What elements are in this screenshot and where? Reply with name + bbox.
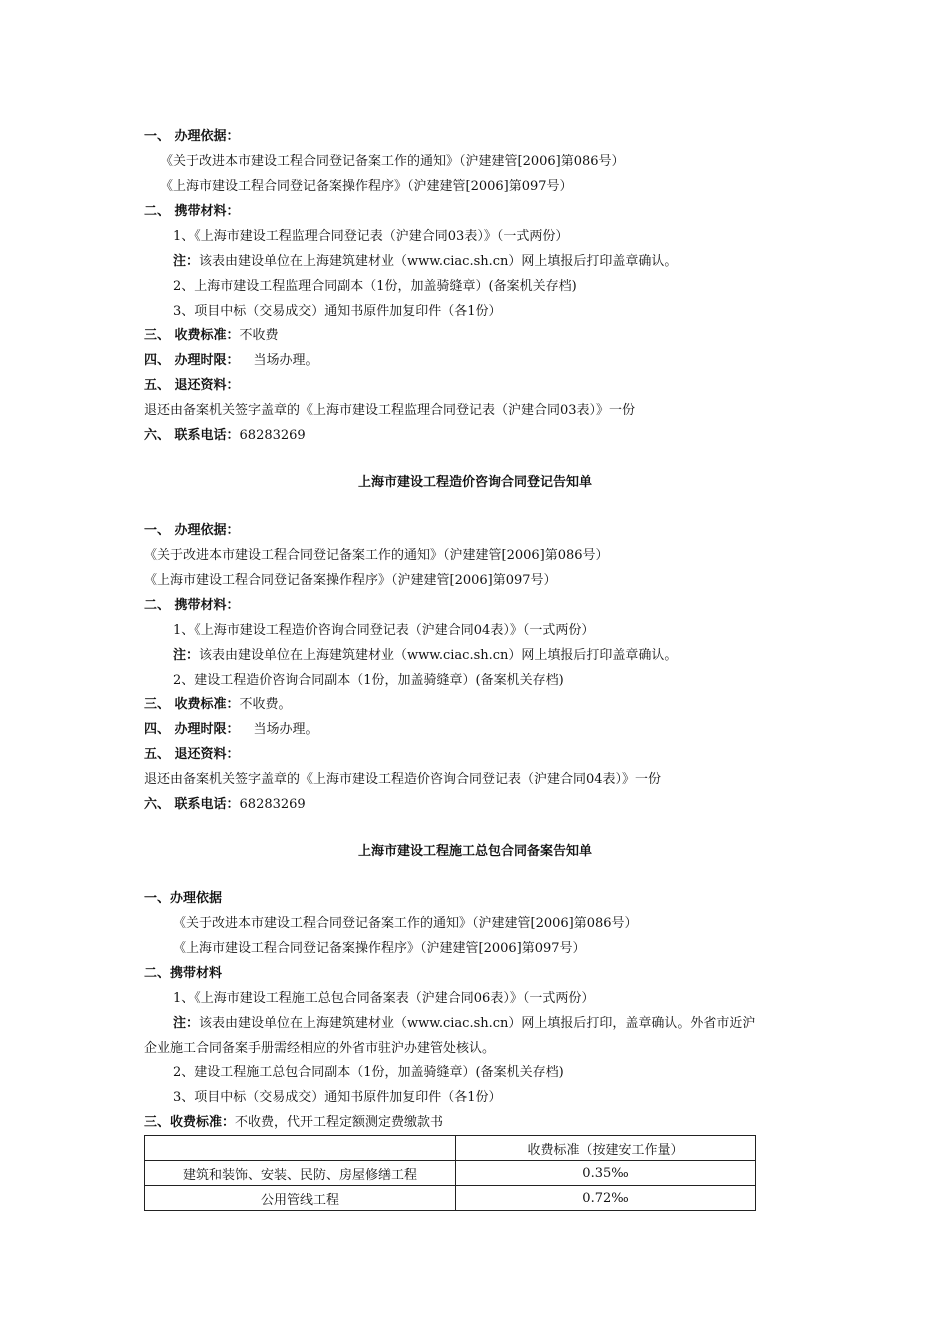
s3-note [173, 1015, 755, 1033]
s3-material-1: 1、《上海市建设工程施工总包合同备案表（沪建合同06表）》（一式两份） [173, 991, 595, 1006]
s2-time-line [144, 721, 319, 739]
s3-note-continued: 企业施工合同备案手册需经相应的外省市驻沪办建管处核认。 [144, 1041, 496, 1056]
s2-return-text: 退还由备案机关签字盖章的《上海市建设工程造价咨询合同登记表（沪建合同04表）》一份 [144, 772, 662, 787]
s1-fee-heading: 三、 收费标准： [144, 328, 240, 343]
s1-material-1: 1、《上海市建设工程监理合同登记表（沪建合同03表）》（一式两份） [173, 229, 569, 244]
s3-basis-heading: 一、办理依据 [144, 891, 223, 906]
s2-time-value: 当场办理。 [253, 722, 319, 737]
fee-table-category: 公用管线工程 [145, 1186, 456, 1211]
s1-fee-line [144, 327, 279, 345]
s1-material-3: 3、项目中标（交易成交）通知书原件加复印件（各1份） [173, 304, 502, 319]
s2-time-heading: 四、 办理时限： [144, 722, 240, 737]
fee-table-header-blank [145, 1136, 456, 1161]
table-row [145, 1186, 756, 1211]
s1-time-heading: 四、 办理时限： [144, 353, 240, 368]
s3-materials-heading: 二、携带材料 [144, 966, 223, 981]
s2-title: 上海市建设工程造价咨询合同登记告知单 [357, 475, 592, 490]
s2-contact-heading: 六、 联系电话： [144, 797, 240, 812]
s3-fee-line [144, 1114, 443, 1132]
fee-table-header-row [145, 1136, 756, 1161]
s1-note-label: 注： [173, 254, 200, 269]
s2-return-heading: 五、 退还资料： [144, 747, 240, 762]
s3-material-2: 2、建设工程施工总包合同副本（1份，加盖骑缝章）(备案机关存档) [173, 1065, 564, 1080]
s3-basis-item-2: 《上海市建设工程合同登记备案操作程序》（沪建建管[2006]第097号） [173, 941, 586, 956]
s1-material-2: 2、上海市建设工程监理合同副本（1份，加盖骑缝章）(备案机关存档) [173, 279, 577, 294]
fee-table-rate: 0.72‰ [456, 1186, 756, 1211]
s1-phone: 68283269 [239, 428, 306, 443]
fee-table [144, 1135, 756, 1211]
s2-note [173, 647, 677, 665]
fee-table-rate: 0.35‰ [456, 1161, 756, 1186]
s2-basis-item-1: 《关于改进本市建设工程合同登记备案工作的通知》（沪建建管[2006]第086号） [144, 548, 609, 563]
s1-basis-heading: 一、 办理依据： [144, 129, 240, 144]
s3-material-3: 3、项目中标（交易成交）通知书原件加复印件（各1份） [173, 1090, 502, 1105]
s2-basis-item-2: 《上海市建设工程合同登记备案操作程序》（沪建建管[2006]第097号） [144, 573, 557, 588]
s1-return-text: 退还由备案机关签字盖章的《上海市建设工程监理合同登记表（沪建合同03表）》一份 [144, 403, 636, 418]
s2-material-1: 1、《上海市建设工程造价咨询合同登记表（沪建合同04表）》（一式两份） [173, 623, 595, 638]
s2-material-2: 2、建设工程造价咨询合同副本（1份，加盖骑缝章）(备案机关存档) [173, 673, 564, 688]
s1-contact-heading: 六、 联系电话： [144, 428, 240, 443]
s1-fee-value: 不收费 [239, 328, 279, 343]
s2-note-label: 注： [173, 648, 200, 663]
s3-note-label: 注： [173, 1016, 200, 1031]
s1-time-line [144, 352, 319, 370]
s2-contact-line [144, 796, 306, 814]
s2-fee-value: 不收费。 [239, 697, 292, 712]
s1-materials-heading: 二、 携带材料： [144, 204, 240, 219]
s2-fee-heading: 三、 收费标准： [144, 697, 240, 712]
s3-note-text: 该表由建设单位在上海建筑建材业（www.ciac.sh.cn）网上填报后打印，盖章确认。外省市近沪 [199, 1016, 756, 1031]
s3-title: 上海市建设工程施工总包合同备案告知单 [357, 844, 592, 859]
s3-fee-value: 不收费，代开工程定额测定费缴款书 [235, 1115, 444, 1130]
s1-return-heading: 五、 退还资料： [144, 378, 240, 393]
s1-contact-line [144, 427, 306, 445]
fee-table-category: 建筑和装饰、安装、民防、房屋修缮工程 [145, 1161, 456, 1186]
s3-fee-heading: 三、收费标准： [144, 1115, 236, 1130]
s1-time-value: 当场办理。 [253, 353, 319, 368]
s1-basis-item-2: 《上海市建设工程合同登记备案操作程序》（沪建建管[2006]第097号） [160, 179, 573, 194]
s2-basis-heading: 一、 办理依据： [144, 523, 240, 538]
s1-note [173, 253, 677, 271]
s3-basis-item-1: 《关于改进本市建设工程合同登记备案工作的通知》（沪建建管[2006]第086号） [173, 916, 638, 931]
s2-materials-heading: 二、 携带材料： [144, 598, 240, 613]
s2-phone: 68283269 [239, 797, 306, 812]
table-row [145, 1161, 756, 1186]
fee-table-header-rate: 收费标准（按建安工作量） [456, 1136, 756, 1161]
s2-note-text: 该表由建设单位在上海建筑建材业（www.ciac.sh.cn）网上填报后打印盖章确认。 [199, 648, 678, 663]
s1-basis-item-1: 《关于改进本市建设工程合同登记备案工作的通知》（沪建建管[2006]第086号） [160, 154, 625, 169]
s2-fee-line [144, 696, 292, 714]
s1-note-text: 该表由建设单位在上海建筑建材业（www.ciac.sh.cn）网上填报后打印盖章确认。 [199, 254, 678, 269]
